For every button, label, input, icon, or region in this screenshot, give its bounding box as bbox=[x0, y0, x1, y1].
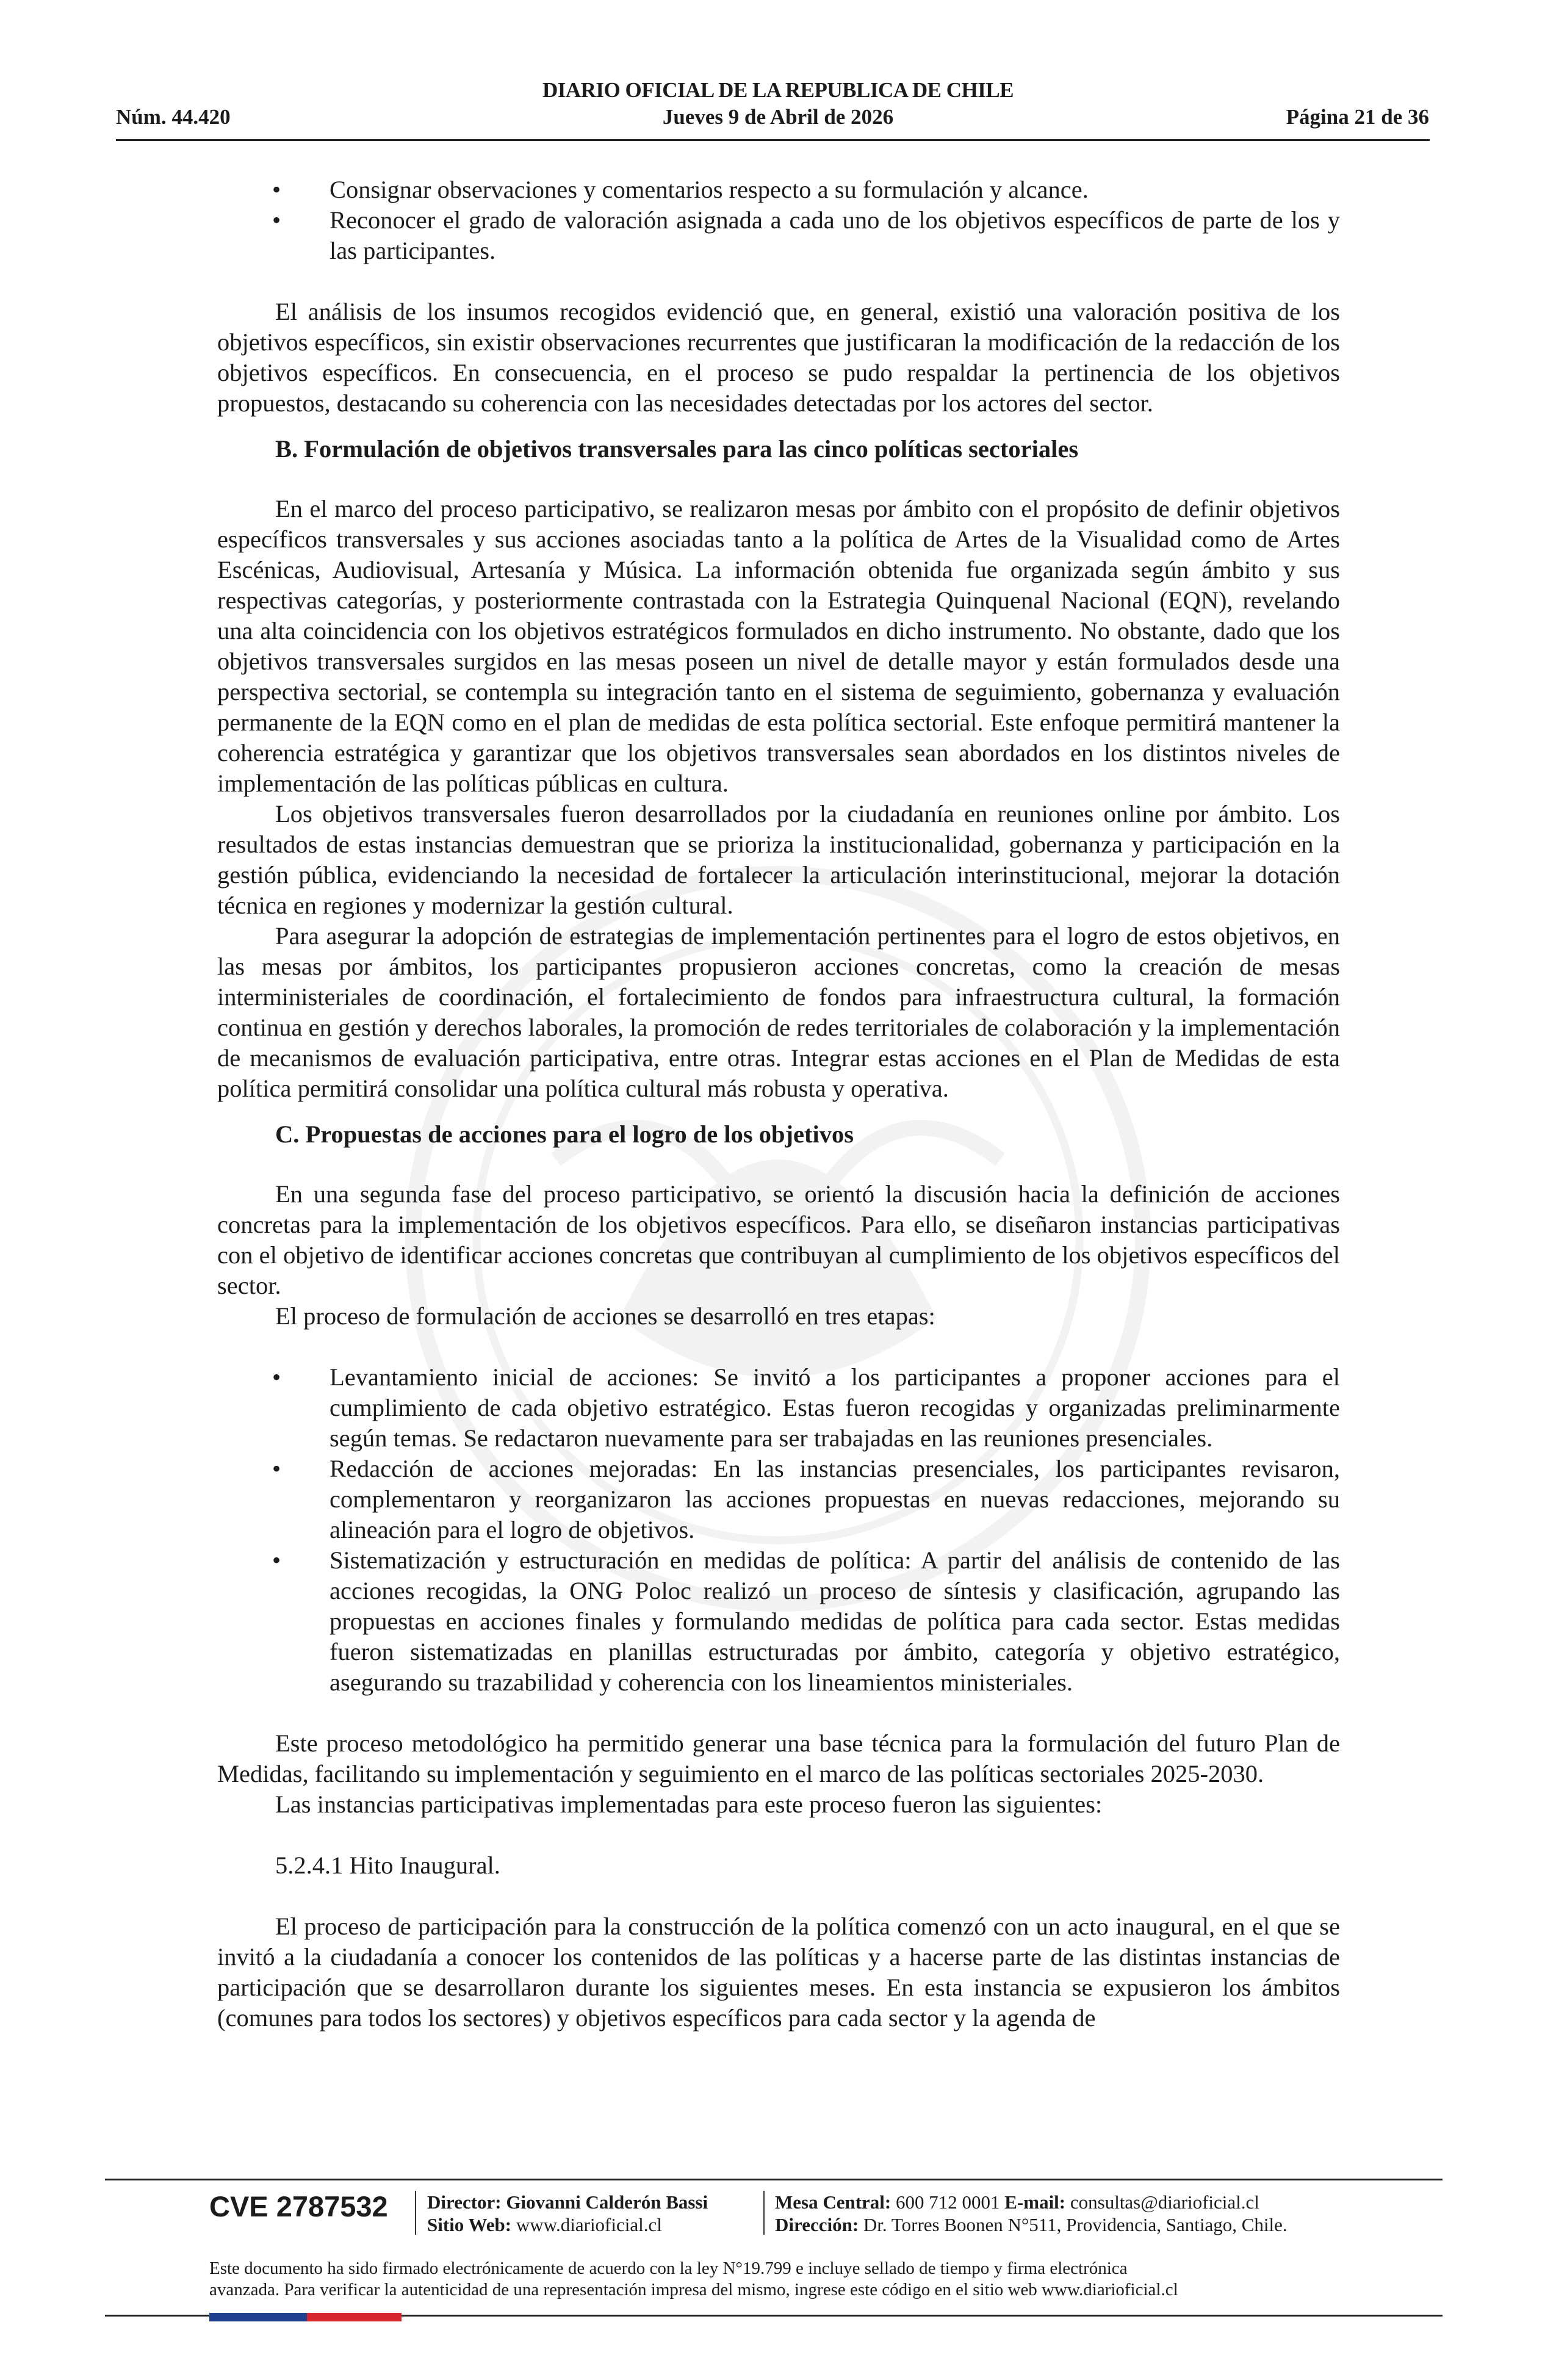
footer-divider bbox=[763, 2191, 765, 2235]
issue-date: Jueves 9 de Abril de 2026 bbox=[662, 105, 894, 129]
flag-stripe-red bbox=[307, 2313, 402, 2321]
list-item: • Redacción de acciones mejoradas: En las instancias presenciales, los participantes revisaron, complementaron y reorganizaron las acciones propuestas en nuevas redacciones, mejorando su alineación para el logro de objetivos. bbox=[272, 1455, 1340, 1543]
paragraph: El proceso de participación para la construcción de la política comenzó con un acto inaugural, en el que se invitó a la ciudadanía a conocer los contenidos de las políticas y a hacerse parte de las distintas instancias de participación que se desarrollaron durante los siguientes meses. En esta instancia se expusieron los ámbitos (comunes para todos los sectores) y objetivos específicos para cada sector y la agenda de bbox=[217, 1913, 1340, 2032]
subsection-title: 5.2.4.1 Hito Inaugural. bbox=[275, 1852, 500, 1879]
paragraph: Para asegurar la adopción de estrategias de implementación pertinentes para el logro de estos objetivos, en las mesas por ámbitos, los participantes propusieron acciones concretas, como la creación de mesas interministeriales de coordinación, el fortalecimiento de fondos para infraestructura cultural, la formación continua en gestión y derechos laborales, la promoción de redes territoriales de colaboración y la implementación de mecanismos de evaluación participativa, entre otras. Integrar estas acciones en el Plan de Medidas de esta política permitirá consolidar una política cultural más robusta y operativa. bbox=[217, 922, 1340, 1102]
paragraph: El proceso de formulación de acciones se desarrolló en tres etapas: bbox=[275, 1302, 935, 1330]
footer-rule bbox=[105, 2179, 1443, 2180]
bullet-list-top bbox=[217, 175, 1340, 266]
bullet-icon: • bbox=[272, 1546, 281, 1574]
paragraph: Las instancias participativas implementadas para este proceso fueron las siguientes: bbox=[275, 1790, 1103, 1818]
paragraph: En el marco del proceso participativo, se realizaron mesas por ámbito con el propósito de definir objetivos específicos transversales y sus acciones asociadas tanto a la política de Artes de la Visualidad como de Artes Escénicas, Audiovisual, Artesanía y Música. La información obtenida fue organizada según ámbito y sus respectivas categorías, y posteriormente contrastada con la Estrategia Quinquenal Nacional (EQN), revelando una alta coincidencia con los objetivos estratégicos formulados en dicho instrumento. No obstante, dado que los objetivos transversales surgidos en las mesas poseen un nivel de detalle mayor y están formulados desde una perspectiva sectorial, se contempla su integración tanto en el sistema de seguimiento, gobernanza y evaluación permanente de la EQN como en el plan de medidas de esta política sectorial. Este enfoque permitirá mantener la coherencia estratégica y garantizar que los objetivos transversales sean abordados en los distintos niveles de implementación de las políticas públicas en cultura. bbox=[217, 495, 1340, 797]
page-number: Página 21 de 36 bbox=[1286, 105, 1429, 129]
director-name: Giovanni Calderón Bassi bbox=[506, 2191, 708, 2213]
list-item: • Reconocer el grado de valoración asignada a cada uno de los objetivos específicos de parte de los y las participantes. bbox=[272, 206, 1340, 264]
cve-code: CVE 2787532 bbox=[209, 2190, 388, 2223]
bullet-icon: • bbox=[272, 1363, 281, 1391]
bullet-icon: • bbox=[272, 206, 281, 234]
paragraph: Los objetivos transversales fueron desarrollados por la ciudadanía en reuniones online por ámbito. Los resultados de estas instancias demuestran que se prioriza la institucionalidad, gobernanza y participación en la gestión pública, evidenciando la necesidad de fortalecer la articulación interinstitucional, mejorar la dotación técnica en regiones y modernizar la gestión cultural. bbox=[217, 800, 1340, 919]
bullet-icon: • bbox=[272, 1455, 281, 1482]
contact-info: Mesa Central: 600 712 0001 E-mail: consultas@diarioficial.cl Dirección: Dr. Torres Boonen N°511, Providencia, Santiago, Chile. bbox=[775, 2191, 1288, 2235]
website-link[interactable]: www.diarioficial.cl bbox=[516, 2214, 662, 2235]
section-heading-c: C. Propuestas de acciones para el logro de los objetivos bbox=[275, 1120, 854, 1148]
header-rule bbox=[116, 139, 1430, 141]
email-link[interactable]: consultas@diarioficial.cl bbox=[1070, 2191, 1259, 2213]
address: Dr. Torres Boonen N°511, Providencia, Santiago, Chile. bbox=[863, 2214, 1288, 2235]
newspaper-title: DIARIO OFICIAL DE LA REPUBLICA DE CHILE bbox=[542, 78, 1014, 102]
issue-number: Núm. 44.420 bbox=[116, 105, 231, 129]
bullet-icon: • bbox=[272, 176, 281, 203]
director-info: Director: Giovanni Calderón Bassi Sitio Web: www.diarioficial.cl bbox=[427, 2191, 708, 2235]
list-item: • Levantamiento inicial de acciones: Se invitó a los participantes a proponer acciones para el cumplimiento de cada objetivo estratégico. Estas fueron recogidas y organizadas preliminarmente según temas. Se redactaron nuevamente para ser trabajadas en las reuniones presenciales. bbox=[272, 1363, 1340, 1452]
section-heading-b: B. Formulación de objetivos transversales para las cinco políticas sectoriales bbox=[275, 435, 1079, 463]
document-body bbox=[217, 175, 1340, 2033]
paragraph: El análisis de los insumos recogidos evidenció que, en general, existió una valoración positiva de los objetivos específicos, sin existir observaciones recurrentes que justificaran la modificación de la redacción de los objetivos específicos. En consecuencia, en el proceso se pudo respaldar la pertinencia de los objetivos propuestos, destacando su coherencia con las necesidades detectadas por los actores del sector. bbox=[217, 298, 1340, 417]
list-item: • Sistematización y estructuración en medidas de política: A partir del análisis de contenido de las acciones recogidas, la ONG Poloc realizó un proceso de síntesis y clasificación, agrupando las propuestas en acciones finales y formulando medidas de política para cada sector. Estas medidas fueron sistematizadas en planillas estructuradas por ámbito, categoría y objetivo estratégico, asegurando su trazabilidad y coherencia con los lineamientos ministeriales. bbox=[272, 1546, 1340, 1696]
footer-divider bbox=[415, 2191, 416, 2235]
phone-number: 600 712 0001 bbox=[896, 2191, 1000, 2213]
list-item: • Consignar observaciones y comentarios respecto a su formulación y alcance. bbox=[217, 175, 1340, 205]
flag-stripe-blue bbox=[209, 2313, 307, 2321]
legal-notice: Este documento ha sido firmado electrónicamente de acuerdo con la ley N°19.799 e incluye sellado de tiempo y firma electrónica avanzada. Para verificar la autenticidad de una representación impresa del mismo, ingrese este código en el sitio web www.diarioficial.cl bbox=[209, 2259, 1178, 2299]
paragraph: En una segunda fase del proceso participativo, se orientó la discusión hacia la definición de acciones concretas para la implementación de los objetivos específicos. Para ello, se diseñaron instancias participativas con el objetivo de identificar acciones concretas que contribuyan al cumplimiento de los objetivos específicos del sector. bbox=[217, 1180, 1340, 1299]
stages-list bbox=[217, 1362, 1340, 1698]
paragraph: Este proceso metodológico ha permitido generar una base técnica para la formulación del futuro Plan de Medidas, facilitando su implementación y seguimiento en el marco de las políticas sectoriales 2025-2030. bbox=[217, 1729, 1340, 1787]
